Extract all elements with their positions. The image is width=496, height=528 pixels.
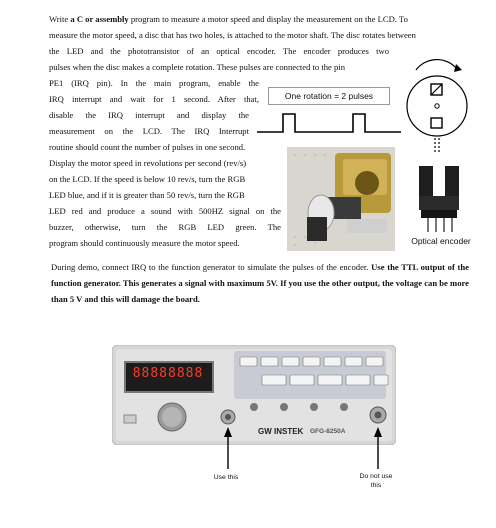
arrow-up-icon (224, 427, 232, 437)
intro-line-4: pulses when the disc makes a complete rotation. These pulses are connected to the pin (49, 62, 345, 72)
intro-line-3: the LED and the phototransistor of an optical encoder. The encoder produces two (49, 46, 389, 56)
intro-line-8: measurement on the LCD. The IRQ Interrupt (49, 126, 249, 136)
pulse-waveform (255, 108, 405, 138)
ttl-output-connector[interactable] (221, 410, 235, 424)
frequency-readout: 88888888 (132, 366, 204, 381)
demo-paragraph: During demo, connect IRQ to the function generator to simulate the pulses of the encoder. Use the TTL output of the function generator. This generates a signal with maximum 5V. If you use the other output, the voltage can be more than 5 V and this will damage the board. (51, 262, 469, 305)
intro-line-9: routine should count the number of pulses in one second. (49, 142, 246, 152)
intro-line-15: program should continuously measure the motor speed. (49, 238, 240, 248)
use-this-label: Use this (213, 474, 239, 481)
power-switch[interactable] (124, 415, 136, 423)
intro-line-1: Write a C or assembly program to measure a motor speed and display the measurement on the LCD. To (49, 14, 408, 24)
model-number: GFG-8250A (310, 428, 346, 435)
waveform-buttons (262, 375, 388, 385)
intro-line-13: LED red and produce a sound with 500HZ signal on the (49, 206, 281, 216)
intro-line-10: Display the motor speed in revolutions per second (rev/s) (49, 158, 247, 168)
intro-line-2: measure the motor speed, a disc that has two holes, is attached to the motor shaft. The disc rotates between (49, 30, 416, 40)
intro-line-14: buzzer, otherwise, turn the RGB LED green. The (49, 222, 281, 232)
callout-arrows (215, 425, 385, 475)
knob-1 (250, 403, 258, 411)
intro-line-12: LED blue, and if it is greater than 50 rev/s, turn the RGB (49, 190, 245, 200)
motor-photo (287, 147, 395, 251)
frequency-knob[interactable] (158, 403, 186, 431)
range-buttons (240, 357, 383, 366)
main-output-connector[interactable] (370, 407, 386, 423)
optical-encoder-photo (415, 160, 465, 234)
knob-3 (310, 403, 318, 411)
rotation-arrow-icon (416, 60, 456, 70)
intro-line-5: PE1 (IRQ pin). In the main program, enable the (49, 78, 259, 88)
encoder-disc-diagram (402, 56, 474, 156)
brand-logo: GW INSTEK (258, 427, 304, 436)
knob-4 (340, 403, 348, 411)
knob-2 (280, 403, 288, 411)
do-not-use-label: Do not use this (359, 473, 393, 489)
intro-line-7: disable the IRQ interrupt and display the (49, 110, 249, 120)
phototransistor-icon (431, 118, 442, 128)
intro-line-6: IRQ interrupt and wait for 1 second. After that, (49, 94, 259, 104)
arrow-up-icon (374, 427, 382, 437)
pulse-label: One rotation = 2 pulses (268, 87, 390, 105)
encoder-caption: Optical encoder (411, 236, 471, 246)
intro-line-11: on the LCD. If the speed is below 10 rev/s, turn the RGB (49, 174, 246, 184)
